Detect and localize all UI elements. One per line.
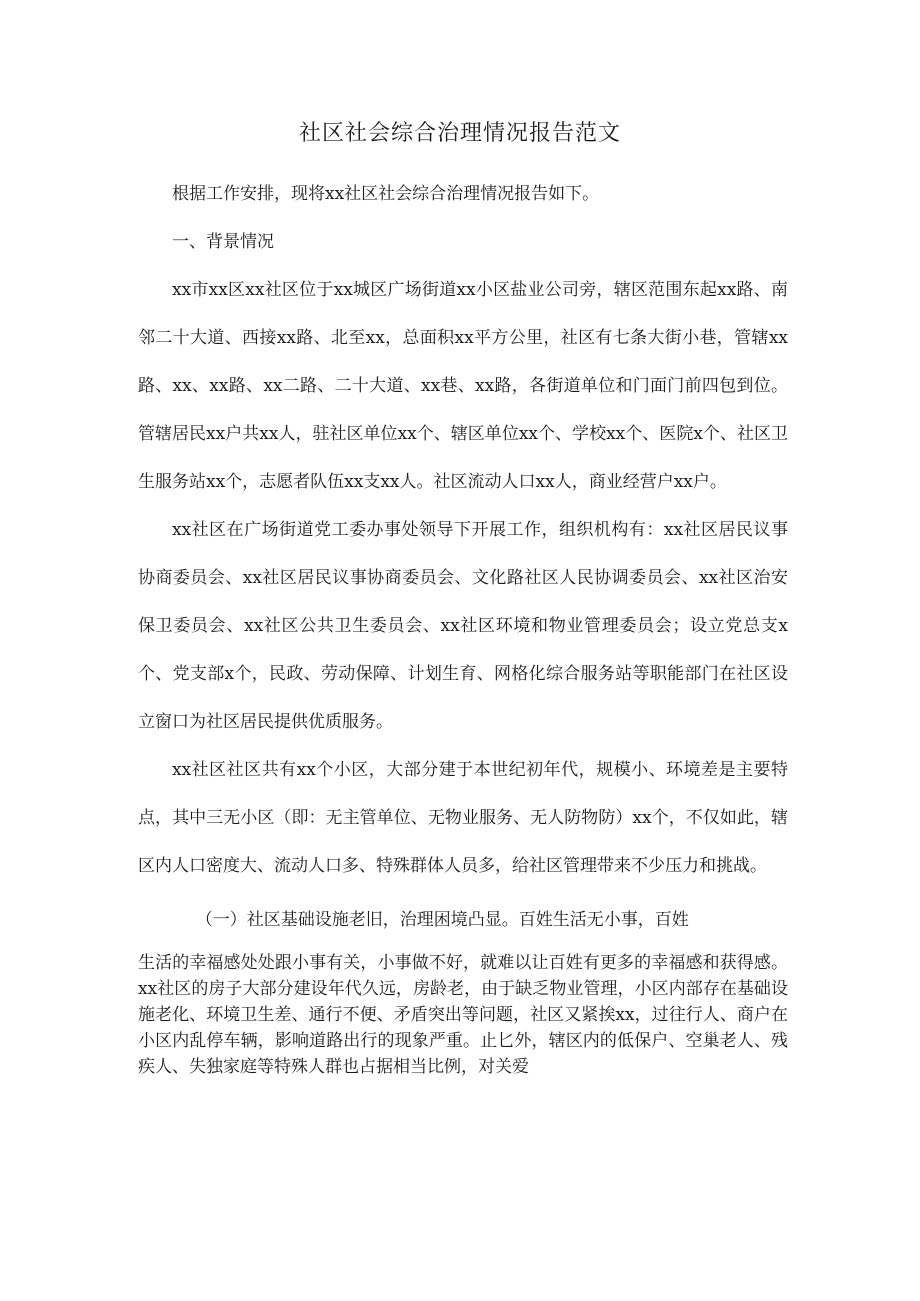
subheading-infrastructure: （一）社区基础设施老旧，治理困境凸显。百姓生活无小事，百姓: [195, 910, 689, 930]
intro-paragraph: 根据工作安排，现将xx社区社会综合治理情况报告如下。: [172, 184, 600, 204]
section-heading-background: 一、背景情况: [172, 232, 274, 252]
paragraph-community-location: xx市xx区xx社区位于xx城区广场街道xx小区盐业公司旁，辖区范围东起xx路、南邻二十大道、西接xx路、北至xx，总面积xx平方公里，社区有七条大街小巷，管辖xx路、xx、xx路、xx二路、二十大道、xx巷、xx路，各街道单位和门面门前四包到位。管辖居民xx户共xx人，驻社区单位xx个、辖区单位xx个、学校xx个、医院x个、社区卫生服务站xx个，志愿者队伍xx支xx人。社区流动人口xx人，商业经营户xx户。: [138, 280, 788, 492]
paragraph-residential-areas: xx社区社区共有xx个小区，大部分建于本世纪初年代，规模小、环境差是主要特点，其中三无小区（即：无主管单位、无物业服务、无人防物防）xx个，不仅如此，辖区内人口密度大、流动人口多、特殊群体人员多，给社区管理带来不少压力和挑战。: [138, 760, 788, 876]
paragraph-infrastructure-details: 生活的幸福感处处跟小事有关，小事做不好，就难以让百姓有更多的幸福感和获得感。xx社区的房子大部分建设年代久远，房龄老，由于缺乏物业管理，小区内部存在基础设施老化、环境卫生差、通行不便、矛盾突出等问题，社区又紧挨xx，过往行人、商户在小区内乱停车辆，影响道路出行的现象严重。止匕外，辖区内的低保户、空巢老人、残疾人、失独家庭等特殊人群也占据相当比例，对关爱: [138, 953, 788, 1077]
document-body: [138, 170, 788, 1080]
document-title: 社区社会综合治理情况报告范文: [298, 121, 621, 146]
paragraph-organization: xx社区在广场街道党工委办事处领导下开展工作，组织机构有：xx社区居民议事协商委员会、xx社区居民议事协商委员会、文化路社区人民协调委员会、xx社区治安保卫委员会、xx社区公共卫生委员会、xx社区环境和物业管理委员会；设立党总支x个、党支部x个，民政、劳动保障、计划生育、网格化综合服务站等职能部门在社区设立窗口为社区居民提供优质服务。: [138, 520, 788, 732]
